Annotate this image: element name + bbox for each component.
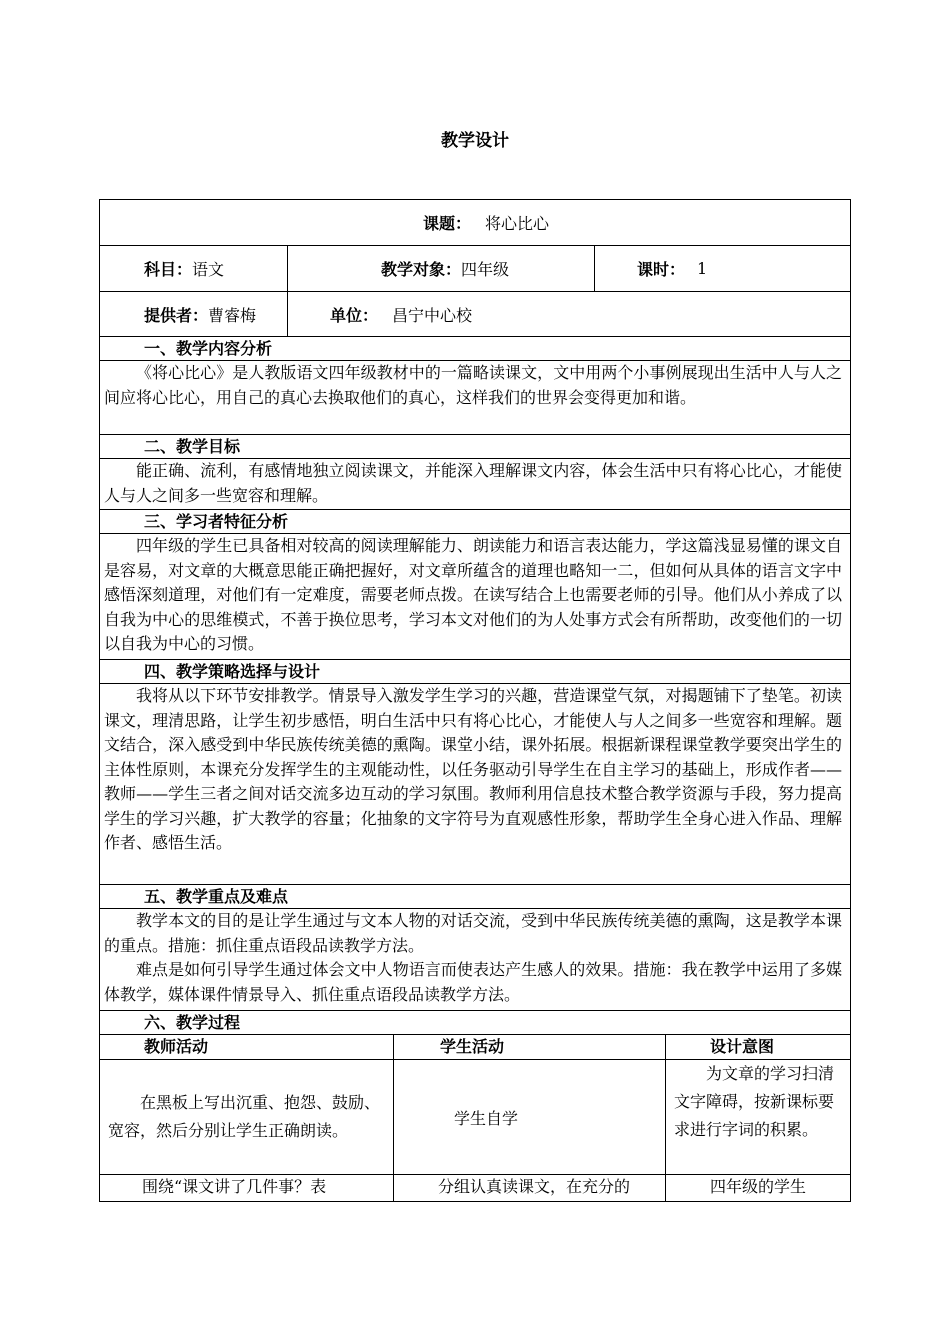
section-4-title: 四、教学策略选择与设计 [144, 662, 321, 681]
subject-label: 科目： [144, 260, 193, 279]
provider-cell [100, 292, 288, 336]
col-intent-header: 设计意图 [710, 1037, 775, 1056]
provider-value: 曹睿梅 [208, 305, 257, 325]
document-title: 教学设计 [441, 131, 509, 151]
subject-cell [100, 246, 288, 291]
section-1-title: 一、教学内容分析 [144, 339, 273, 358]
info-row [100, 246, 850, 292]
col-teacher-header: 教师活动 [100, 1035, 394, 1059]
topic-label: 课题： [423, 214, 472, 233]
section-5-text-2: 难点是如何引导学生通过体会文中人物语言而使表达产生感人的效果。措施：我在教学中运用了多媒体教学，媒体课件情景导入、抓住重点语段品读教学方法。 [104, 960, 842, 1004]
section-3-body-row [100, 534, 850, 660]
row1-teacher-cell [100, 1060, 394, 1174]
section-3-text: 四年级的学生已具备相对较高的阅读理解能力、朗读能力和语言表达能力，学这篇浅显易懂的课文自是容易，对文章的大概意思能正确把握好，对文章所蕴含的道理也略知一二，但如何从具体的语言文字中感悟深刻道理，对他们有一定难度，需要老师点拨。在读写结合上也需要老师的引导。他们从小养成了以自我为中心的思维模式，不善于换位思考，学习本文对他们的为人处事方式会有所帮助，改变他们的一切以自我为中心的习惯。 [104, 536, 842, 653]
section-1-header-row [100, 337, 850, 361]
section-3-header-row [100, 510, 850, 534]
process-row-2 [100, 1175, 850, 1201]
subject-value: 语文 [192, 260, 225, 279]
row2-teacher-text: 围绕“课文讲了几件事？表 [100, 1175, 394, 1201]
row2-student-text: 分组认真读课文，在充分的 [394, 1175, 666, 1201]
provider-row [100, 292, 850, 337]
process-header-row [100, 1035, 850, 1060]
section-5-body-row [100, 909, 850, 1011]
section-1-text: 《将心比心》是人教版语文四年级教材中的一篇略读课文，文中用两个小事例展现出生活中人与人之间应将心比心，用自己的真心去换取他们的真心，这样我们的世界会变得更加和谐。 [104, 363, 842, 407]
row2-intent-text: 四年级的学生 [710, 1177, 807, 1196]
section-4-body-row [100, 684, 850, 885]
section-5-text-1: 教学本文的目的是让学生通过与文本人物的对话交流，受到中华民族传统美德的熏陶，这是教学本课的重点。措施：抓住重点语段品读教学方法。 [104, 911, 842, 955]
audience-value: 四年级 [461, 260, 510, 279]
section-5-title: 五、教学重点及难点 [144, 887, 289, 906]
section-4-text: 我将从以下环节安排教学。情景导入激发学生学习的兴趣，营造课堂气氛，对揭题铺下了垫笔。初读课文，理清思路，让学生初步感悟，明白生活中只有将心比心，才能使人与人之间多一些宽容和理解。题文结合，深入感受到中华民族传统美德的熏陶。课堂小结，课外拓展。根据新课程课堂教学要突出学生的主体性原则，本课充分发挥学生的主观能动性，以任务驱动引导学生在自主学习的基础上，形成作者——教师——学生三者之间对话交流多边互动的学习氛围。教师利用信息技术整合教学资源与手段，努力提高学生的学习兴趣，扩大教学的容量；化抽象的文字符号为直观感性形象，帮助学生全身心进入作品、理解作者、感悟生活。 [104, 686, 842, 852]
section-6-title: 六、教学过程 [144, 1013, 241, 1032]
audience-label: 教学对象： [381, 260, 462, 279]
section-2-body-row [100, 459, 850, 510]
row1-intent-cell [666, 1060, 850, 1174]
section-2-text: 能正确、流利，有感情地独立阅读课文，并能深入理解课文内容，体会生活中只有将心比心，才能使人与人之间多一些宽容和理解。 [104, 461, 842, 505]
unit-cell [288, 292, 850, 336]
hours-label: 课时： [637, 260, 686, 279]
audience-cell [288, 246, 595, 291]
row1-student-cell [394, 1060, 666, 1174]
row1-intent-text: 为文章的学习扫清文字障碍，按新课标要求进行字词的积累。 [674, 1064, 835, 1139]
unit-value: 昌宁中心校 [392, 305, 473, 325]
col-student-header: 学生活动 [394, 1035, 666, 1059]
unit-label: 单位： [330, 305, 379, 325]
section-6-header-row [100, 1011, 850, 1035]
section-3-title: 三、学习者特征分析 [144, 512, 289, 531]
hours-value: 1 [697, 259, 708, 278]
topic-value: 将心比心 [485, 214, 550, 233]
row1-student-text: 学生自学 [454, 1108, 519, 1128]
section-1-body-row [100, 361, 850, 435]
hours-cell [595, 246, 850, 291]
process-row-1 [100, 1060, 850, 1175]
row1-teacher-text: 在黑板上写出沉重、抱怨、鼓励、宽容，然后分别让学生正确朗读。 [108, 1093, 381, 1140]
section-5-header-row [100, 885, 850, 909]
section-2-header-row [100, 435, 850, 459]
section-2-title: 二、教学目标 [144, 437, 241, 456]
lesson-plan-table [99, 199, 851, 1202]
provider-label: 提供者： [144, 305, 209, 325]
section-4-header-row [100, 660, 850, 684]
topic-row [100, 200, 850, 246]
